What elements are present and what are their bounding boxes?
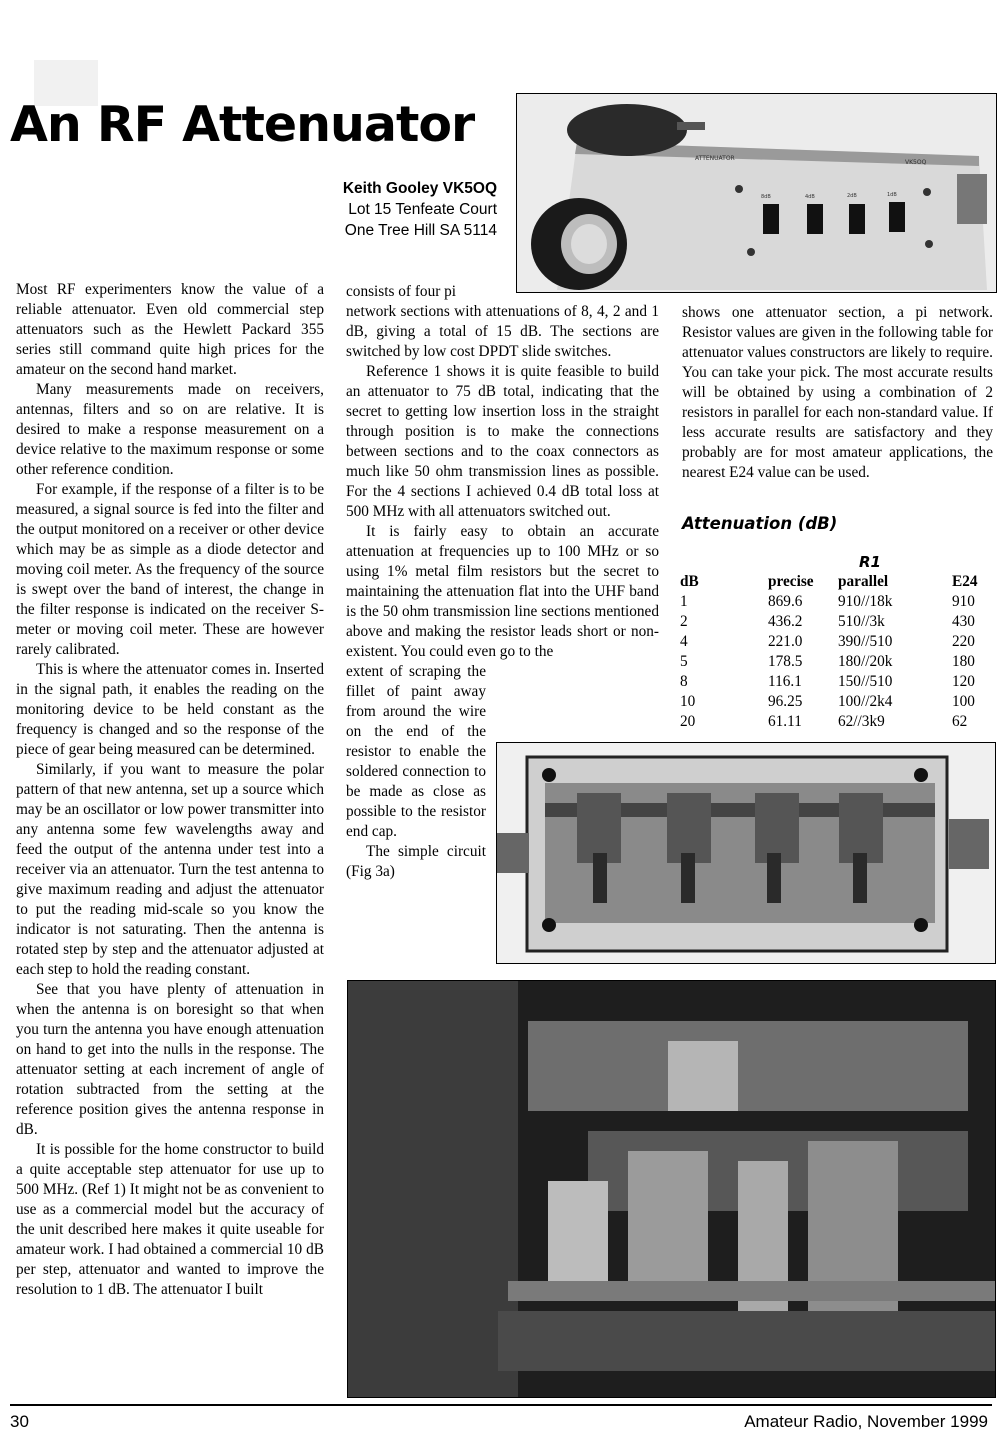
cell: 20 xyxy=(680,713,696,730)
cell: 100//2k4 xyxy=(838,693,893,710)
table-row xyxy=(680,692,986,712)
paragraph: Reference 1 shows it is quite feasible to build an attenuator to 75 dB total, indicating that the secret to getting low insertion loss in the straight through position is to make the connections between sections and to the coax connectors as much like 50 ohm transmission lines as possible. For the 4 sections I achieved 0.4 dB total loss at 500 MHz with all attenuators switched out. xyxy=(346,363,659,520)
cell: 96.25 xyxy=(768,693,803,710)
column-header: precise xyxy=(768,573,814,590)
table-row xyxy=(680,632,986,652)
switch-label: 1dB xyxy=(887,192,897,198)
paragraph: Most RF experimenters know the value of a reliable attenuator. Even old commercial step attenuators such as the Hewlett Packard 355 series still command quite high prices for the amateur on the second hand market. xyxy=(16,281,324,378)
cell: 180 xyxy=(952,653,975,670)
paragraph: For example, if the response of a filter is to be measured, a signal source is fed into the filter and the output monitored on a receiver or other device which may be as simple as a diode detector and moving coil meter. As the frequency of the source is swept over the band of interest, the change in the filter response is indicated on the receiver S-meter or moving coil meter. These are however rarely calibrated. xyxy=(16,481,324,658)
cell: 100 xyxy=(952,693,975,710)
table-group-header xyxy=(680,552,986,572)
cell: 510//3k xyxy=(838,613,885,630)
cell: 10 xyxy=(680,693,696,710)
paragraph: The simple circuit (Fig 3a) xyxy=(346,843,486,880)
author-name: Keith Gooley VK5OQ xyxy=(342,180,497,197)
cell: 62 xyxy=(952,713,968,730)
cell: 390//510 xyxy=(838,633,893,650)
magazine-issue: Amateur Radio, November 1999 xyxy=(744,1412,988,1431)
cell: 120 xyxy=(952,673,975,690)
paragraph: extent of scraping the fillet of paint away from around the wire on the end of the resistor to enable the soldered connection to be made as close as possible to the resistor end cap. xyxy=(346,663,486,840)
cell: 910//18k xyxy=(838,593,893,610)
cell: 116.1 xyxy=(768,673,802,690)
callsign-label: VK5OQ xyxy=(905,159,927,166)
paragraph: Many measurements made on receivers, antennas, filters and so on are relative. It is desired to make a response measurement on a device relative to the maximum response or some other reference condition. xyxy=(16,381,324,478)
paragraph: Similarly, if you want to measure the polar pattern of that new antenna, set up a source which may be an oscillator or low power transmitter into any antenna some few wavelengths away and feed the output of the antenna under test into a receiver via an attenuator. Turn the test antenna to give maximum reading and adjust the attenuator to put the reading mid-scale so you know the indicator is not saturating. Then the antenna is rotated step by step and the attenuator adjusted at each step to hold the reading constant. xyxy=(16,761,324,978)
table-row xyxy=(680,612,986,632)
cell: 5 xyxy=(680,653,688,670)
cell: 221.0 xyxy=(768,633,803,650)
cell: 4 xyxy=(680,633,688,650)
table-row xyxy=(680,672,986,692)
cell: 436.2 xyxy=(768,613,803,630)
table-title: Attenuation (dB) xyxy=(682,514,838,533)
photo-front-panel xyxy=(516,93,997,293)
photo-closeup xyxy=(347,980,996,1398)
table-header-row xyxy=(680,572,986,592)
cell: 61.11 xyxy=(768,713,802,730)
author-block xyxy=(247,178,497,241)
cell: 220 xyxy=(952,633,975,650)
column-header: dB xyxy=(680,573,699,590)
paragraph: shows one attenuator section, a pi network. Resistor values are given in the following table for attenuator values constructors are likely to require. You can take your pick. The most accurate results will be obtained by using a combination of 2 resistors in parallel for each non-standard value. If less accurate results are satisfactory and they probably are for most amateur applications, the nearest E24 value can be used. xyxy=(682,304,993,481)
cell: 150//510 xyxy=(838,673,893,690)
paragraph: network sections with attenuations of 8, 4, 2 and 1 dB, giving a total of 15 dB. The sections are switched by low cost DPDT slide switches. xyxy=(346,303,659,360)
cell: 8 xyxy=(680,673,688,690)
switch-label: 4dB xyxy=(805,194,815,200)
switch-label: 2dB xyxy=(847,193,857,199)
group-header-r1: R1 xyxy=(859,553,881,571)
table-row xyxy=(680,712,986,732)
paragraph: This is where the attenuator comes in. Inserted in the signal path, it enables the reading on the monitoring device to be held constant as the frequency is changed and so the response of the piece of gear being measured can be determined. xyxy=(16,661,324,758)
photo-interior xyxy=(496,742,996,964)
cell: 910 xyxy=(952,593,975,610)
cell: 178.5 xyxy=(768,653,803,670)
paragraph: consists of four pi xyxy=(346,283,457,300)
footer-rule xyxy=(10,1404,992,1406)
column-1 xyxy=(16,280,324,1300)
column-3 xyxy=(682,303,993,483)
author-address-line2: One Tree Hill SA 5114 xyxy=(344,222,497,239)
switch-label: 8dB xyxy=(761,194,771,200)
paragraph: It is fairly easy to obtain an accurate attenuation at frequencies up to 100 MHz or so using 1% metal film resistors but the secret to maintaining the attenuation flat into the UHF band is the 50 ohm transmission line sections mentioned above and making the resistor leads short or non-existent. You could even go to the xyxy=(346,523,659,660)
paragraph: See that you have plenty of attenuation in when the antenna is on boresight so that when you turn the antenna you have enough attenuation on hand to get into the nulls in the response. The attenuator setting at each increment of angle of rotation subtracted from the setting at the reference position gives the antenna response in dB. xyxy=(16,981,324,1138)
page-number: 30 xyxy=(10,1412,29,1431)
cell: 62//3k9 xyxy=(838,713,885,730)
cell: 869.6 xyxy=(768,593,803,610)
paragraph: It is possible for the home constructor to build a quite acceptable step attenuator for use up to 500 MHz. (Ref 1) It might not be as convenient to use as a commercial model but the accuracy of the unit described here makes it quite useable for amateur work. I had obtained a commercial 10 dB per step, attenuator and wanted to improve the resolution to 1 dB. The attenuator I built xyxy=(16,1141,324,1298)
table-row xyxy=(680,652,986,672)
cell: 1 xyxy=(680,593,688,610)
article-title: An RF Attenuator xyxy=(10,96,475,153)
cell: 430 xyxy=(952,613,975,630)
table-row xyxy=(680,592,986,612)
panel-label: ATTENUATOR xyxy=(695,155,735,162)
cell: 180//20k xyxy=(838,653,893,670)
column-header: E24 xyxy=(952,573,978,590)
cell: 2 xyxy=(680,613,688,630)
author-address-line1: Lot 15 Tenfeate Court xyxy=(348,201,497,218)
column-header: parallel xyxy=(838,573,889,590)
attenuation-table xyxy=(680,552,986,732)
